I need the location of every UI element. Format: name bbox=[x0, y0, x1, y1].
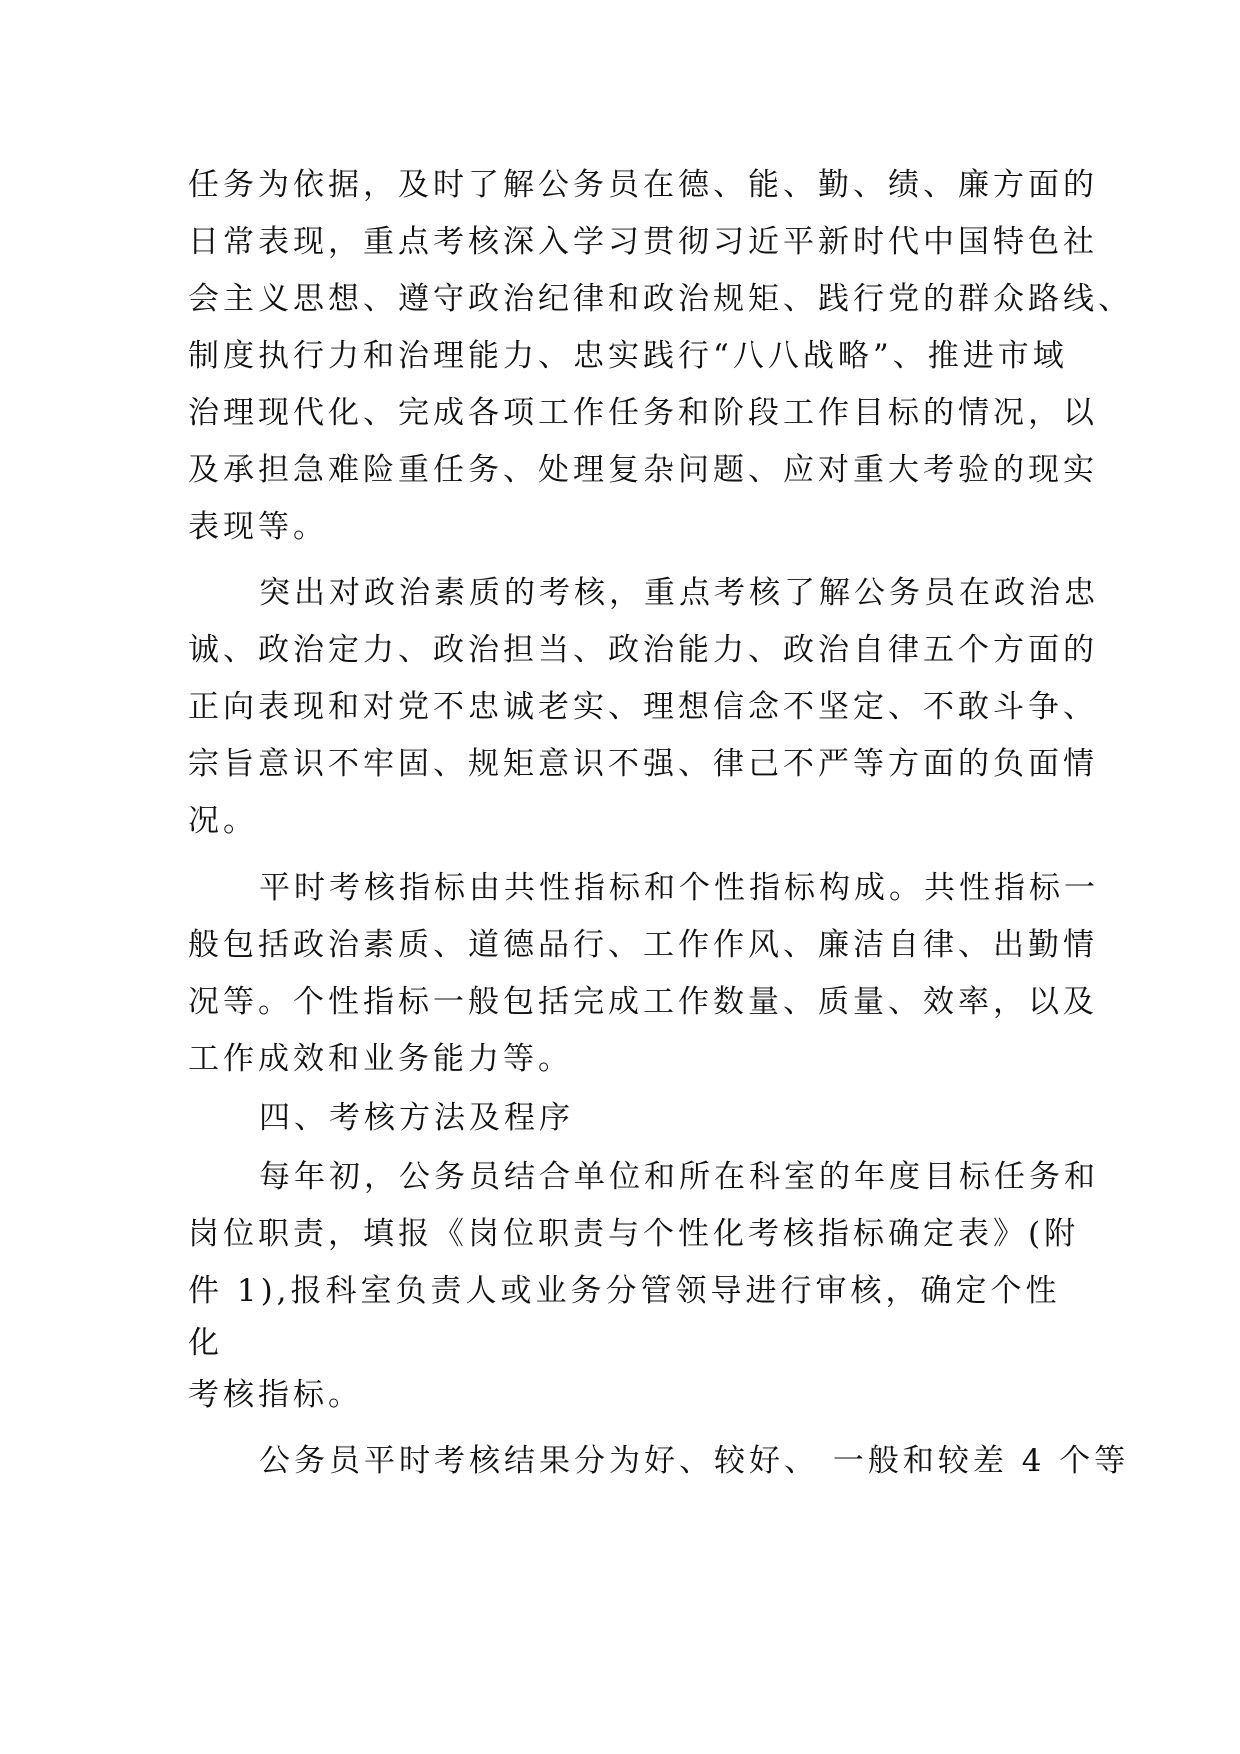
text-line: 件 1),报科室负责人或业务分管领导进行审核，确定个性 bbox=[188, 1273, 1061, 1309]
text-line: 会主义思想、遵守政治纪律和政治规矩、践行党的群众路线、 bbox=[188, 281, 1133, 317]
text-line: 任务为依据，及时了解公务员在德、能、勤、绩、廉方面的 bbox=[188, 167, 1098, 203]
paragraph-first-line: 每年初，公务员结合单位和所在科室的年度目标任务和 bbox=[259, 1159, 1099, 1195]
paragraph-first-line: 公务员平时考核结果分为好、较好、 一般和较差 4 个等 bbox=[259, 1443, 1130, 1479]
text-line: 般包括政治素质、道德品行、工作作风、廉洁自律、出勤情 bbox=[188, 927, 1098, 963]
paragraph-first-line: 平时考核指标由共性指标和个性指标构成。共性指标一 bbox=[259, 870, 1099, 906]
text-line: 宗旨意识不牢固、规矩意识不强、律己不严等方面的负面情 bbox=[188, 746, 1098, 782]
text-line: 况。 bbox=[188, 803, 258, 839]
text-line: 正向表现和对党不忠诚老实、理想信念不坚定、不敢斗争、 bbox=[188, 689, 1098, 725]
text-line: 考核指标。 bbox=[188, 1377, 363, 1413]
text-line: 治理现代化、完成各项工作任务和阶段工作目标的情况，以 bbox=[188, 395, 1098, 431]
text-line: 表现等。 bbox=[188, 509, 328, 545]
text-line: 诚、政治定力、政治担当、政治能力、政治自律五个方面的 bbox=[188, 632, 1098, 668]
text-line: 工作成效和业务能力等。 bbox=[188, 1041, 573, 1077]
section-heading: 四、考核方法及程序 bbox=[259, 1100, 574, 1136]
text-line: 及承担急难险重任务、处理复杂问题、应对重大考验的现实 bbox=[188, 452, 1098, 488]
text-line: 岗位职责，填报《岗位职责与个性化考核指标确定表》(附 bbox=[188, 1216, 1080, 1252]
text-line: 制度执行力和治理能力、忠实践行“八八战略”、推进市域 bbox=[188, 338, 1068, 374]
paragraph-first-line: 突出对政治素质的考核，重点考核了解公务员在政治忠 bbox=[259, 575, 1099, 611]
text-line: 化 bbox=[188, 1325, 223, 1361]
text-line: 况等。个性指标一般包括完成工作数量、质量、效率，以及 bbox=[188, 984, 1098, 1020]
text-line: 日常表现，重点考核深入学习贯彻习近平新时代中国特色社 bbox=[188, 224, 1098, 260]
